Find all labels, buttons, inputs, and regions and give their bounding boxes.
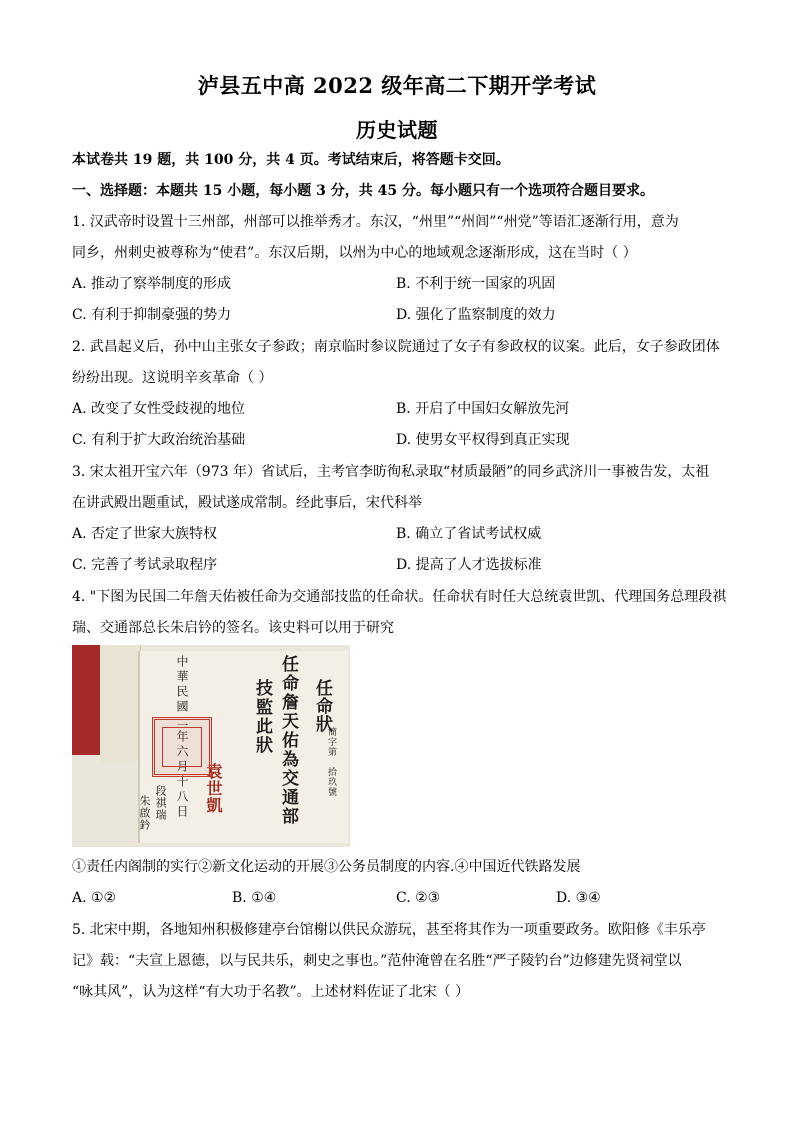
- exam-intro: 本试卷共 19 题，共 100 分，共 4 页。考试结束后，将答题卡交回。: [72, 152, 510, 168]
- question-4-line-2: 瑞、交通部总长朱启钤的签名。该史料可以用于研究: [72, 620, 394, 636]
- question-2-line-1: 2. 武昌起义后，孙中山主张女子参政；南京临时参议院通过了女子有参政权的议案。此后，女子参政团体: [72, 339, 720, 355]
- section-heading: 一、选择题：本题共 15 小题，每小题 3 分，共 45 分。每小题只有一个选项符合题目要求。: [72, 183, 654, 199]
- question-1-option-c: C. 有利于抑制豪强的势力: [72, 307, 232, 323]
- question-3-option-b: B. 确立了省试考试权威: [396, 526, 542, 542]
- folded-paper-edge: [100, 645, 141, 763]
- certificate-main-text: 任命詹天佑為交通部: [278, 655, 298, 826]
- question-1-option-d: D. 强化了监察制度的效力: [396, 307, 556, 323]
- question-1-line-2: 同乡，州刺史被尊称为“使君”。东汉后期，以州为中心的地域观念逐渐形成，这在当时（ ）: [72, 245, 637, 261]
- question-2-option-d: D. 使男女平权得到真正实现: [396, 432, 570, 448]
- question-5-line-1: 5. 北宋中期，各地知州积极修建亭台馆榭以供民众游玩，甚至将其作为一项重要政务。欧阳修《丰乐亭: [72, 922, 706, 938]
- exam-subtitle: 历史试题: [356, 118, 438, 142]
- certificate-heading: 任命狀: [312, 679, 332, 733]
- certificate-code: 簡字第: [326, 727, 336, 757]
- question-3-line-2: 在讲武殿出题重试，殿试遂成常制。经此事后，宋代科举: [72, 495, 422, 511]
- question-2-line-2: 纷纷出现。这说明辛亥革命（ ）: [72, 370, 273, 386]
- question-1-option-a: A. 推动了察举制度的形成: [72, 276, 232, 292]
- exam-title: 泸县五中高 2022 级年高二下期开学考试: [197, 73, 597, 98]
- question-4-option-a: A. ①②: [72, 890, 117, 906]
- question-4-line-1: 4. "下图为民国二年詹天佑被任命为交通部技监的任命状。任命状有时任大总统袁世凯、代理国务总理段祺: [72, 589, 727, 605]
- question-1-option-b: B. 不利于统一国家的巩固: [396, 276, 556, 292]
- minister-signature: 朱啟鈐: [138, 795, 151, 831]
- question-1-line-1: 1. 汉武帝时设置十三州部，州部可以推举秀才。东汉，“州里”“州闾”“州党”等语汇逐渐行用，意为: [72, 214, 679, 230]
- question-2-option-b: B. 开启了中国妇女解放先河: [396, 401, 570, 417]
- question-3-option-d: D. 提高了人才选拔标准: [396, 557, 542, 573]
- question-5-line-2: 记》载：“夫宣上恩德，以与民共乐，刺史之事也。”范仲淹曾在名胜“严子陵钓台”边修建先贤祠堂以: [72, 953, 682, 969]
- question-4-items: ①责任内阁制的实行②新文化运动的开展③公务员制度的内容.④中国近代铁路发展: [72, 859, 581, 875]
- question-3-option-c: C. 完善了考试录取程序: [72, 557, 218, 573]
- question-4-option-b: B. ①④: [232, 890, 277, 906]
- appointment-certificate-image: [72, 645, 350, 847]
- official-seal-icon: [152, 717, 212, 777]
- question-2-option-c: C. 有利于扩大政治统治基础: [72, 432, 246, 448]
- question-3-option-a: A. 否定了世家大族特权: [72, 526, 218, 542]
- certificate-date: 中華民國二年六月十八日: [175, 655, 189, 820]
- question-3-line-1: 3. 宋太祖开宝六年（973 年）省试后，主考官李昉徇私录取“材质最陋”的同乡武济川一事被告发，太祖: [72, 464, 710, 480]
- certificate-code-number: 拾玖號: [326, 767, 336, 797]
- premier-signature: 段祺瑞: [154, 785, 167, 821]
- question-4-option-c: C. ②③: [396, 890, 441, 906]
- question-4-option-d: D. ③④: [556, 890, 601, 906]
- certificate-sub-text: 技監此狀: [252, 679, 272, 755]
- president-signature: 袁世凱: [204, 763, 223, 814]
- question-2-option-a: A. 改变了女性受歧视的地位: [72, 401, 246, 417]
- question-5-line-3: “咏其风”，认为这样“有大功于名教”。上述材料佐证了北宋（ ）: [72, 984, 470, 1000]
